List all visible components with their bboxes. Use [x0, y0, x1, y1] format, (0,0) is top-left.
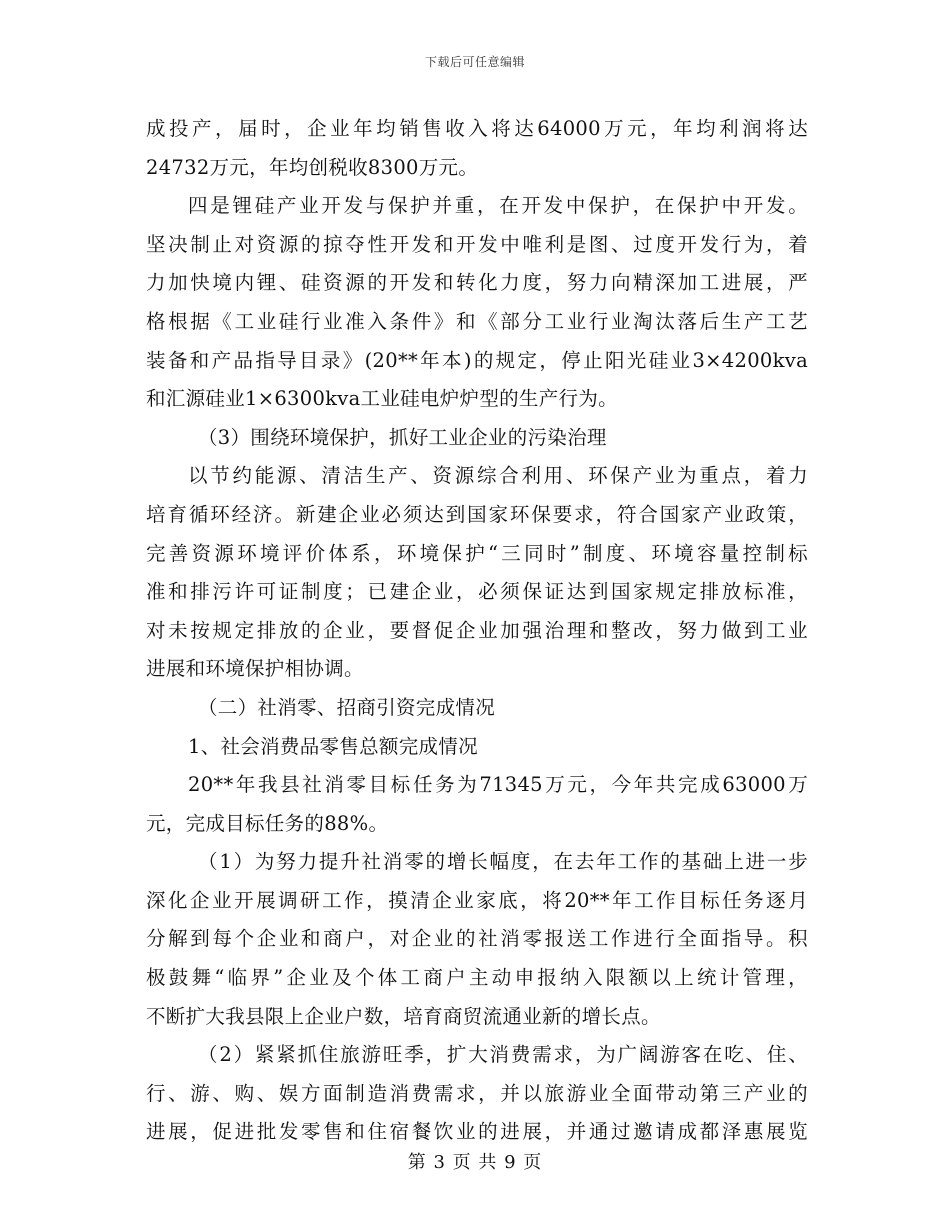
document-body	[146, 110, 808, 1152]
text-line: 分解到每个企业和商户，对企业的社消零报送工作进行全面指导。积	[146, 927, 808, 951]
section-heading: （3）围绕环境保护，抓好工业企业的污染治理	[198, 425, 607, 449]
text-line: 元，完成目标任务的88%。	[146, 811, 389, 835]
text-line: 进展和环境保护相协调。	[146, 657, 364, 681]
text-line: 装备和产品指导目录》(20**年本)的规定，停止阳光硅业3×4200kva	[146, 348, 808, 372]
text-line: 成投产，届时，企业年均销售收入将达64000万元，年均利润将达	[146, 117, 808, 140]
text-line: 以节约能源、清洁生产、资源综合利用、环保产业为重点，着力	[188, 464, 808, 488]
text-line: 对未按规定排放的企业，要督促企业加强治理和整改，努力做到工业	[146, 618, 808, 642]
text-line: 格根据《工业硅行业准入条件》和《部分工业行业淘汰落后生产工艺	[146, 309, 808, 333]
page-footer: 第 3 页 共 9 页	[407, 1152, 543, 1173]
text-line: 培育循环经济。新建企业必须达到国家环保要求，符合国家产业政策，	[146, 502, 808, 526]
text-line: （1）为努力提升社消零的增长幅度，在去年工作的基础上进一步	[198, 850, 808, 874]
text-line: （2）紧紧抓住旅游旺季，扩大消费需求，为广阔游客在吃、住、	[198, 1043, 808, 1067]
text-line: 力加快境内锂、硅资源的开发和转化力度，努力向精深加工进展，严	[146, 271, 808, 295]
text-line: 行、游、购、娱方面制造消费需求，并以旅游业全面带动第三产业的	[146, 1081, 808, 1105]
section-heading: （二）社消零、招商引资完成情况	[198, 695, 496, 719]
text-line: 和汇源硅业1×6300kva工业硅电炉炉型的生产行为。	[146, 387, 618, 411]
text-line: 坚决制止对资源的掠夺性开发和开发中唯利是图、过度开发行为，着	[146, 232, 808, 256]
text-line: 四是锂硅产业开发与保护并重，在开发中保护，在保护中开发。	[188, 194, 808, 218]
page-header: 下载后可任意编辑	[424, 55, 525, 69]
text-line: 极鼓舞“临界”企业及个体工商户主动申报纳入限额以上统计管理，	[146, 966, 808, 990]
text-line: 深化企业开展调研工作，摸清企业家底，将20**年工作目标任务逐月	[146, 888, 808, 912]
text-line: 完善资源环境评价体系，环境保护“三同时”制度、环境容量控制标	[146, 541, 808, 565]
text-line: 24732万元，年均创税收8300万元。	[146, 155, 479, 179]
text-line: 不断扩大我县限上企业户数，培育商贸流通业新的增长点。	[146, 1004, 661, 1028]
text-line: 进展，促进批发零售和住宿餐饮业的进展，并通过邀请成都泽惠展览	[146, 1120, 808, 1144]
section-heading: 1、社会消费品零售总额完成情况	[188, 734, 478, 758]
text-line: 20**年我县社消零目标任务为71345万元，今年共完成63000万	[188, 773, 808, 797]
text-line: 准和排污许可证制度；已建企业，必须保证达到国家规定排放标准，	[146, 580, 808, 604]
